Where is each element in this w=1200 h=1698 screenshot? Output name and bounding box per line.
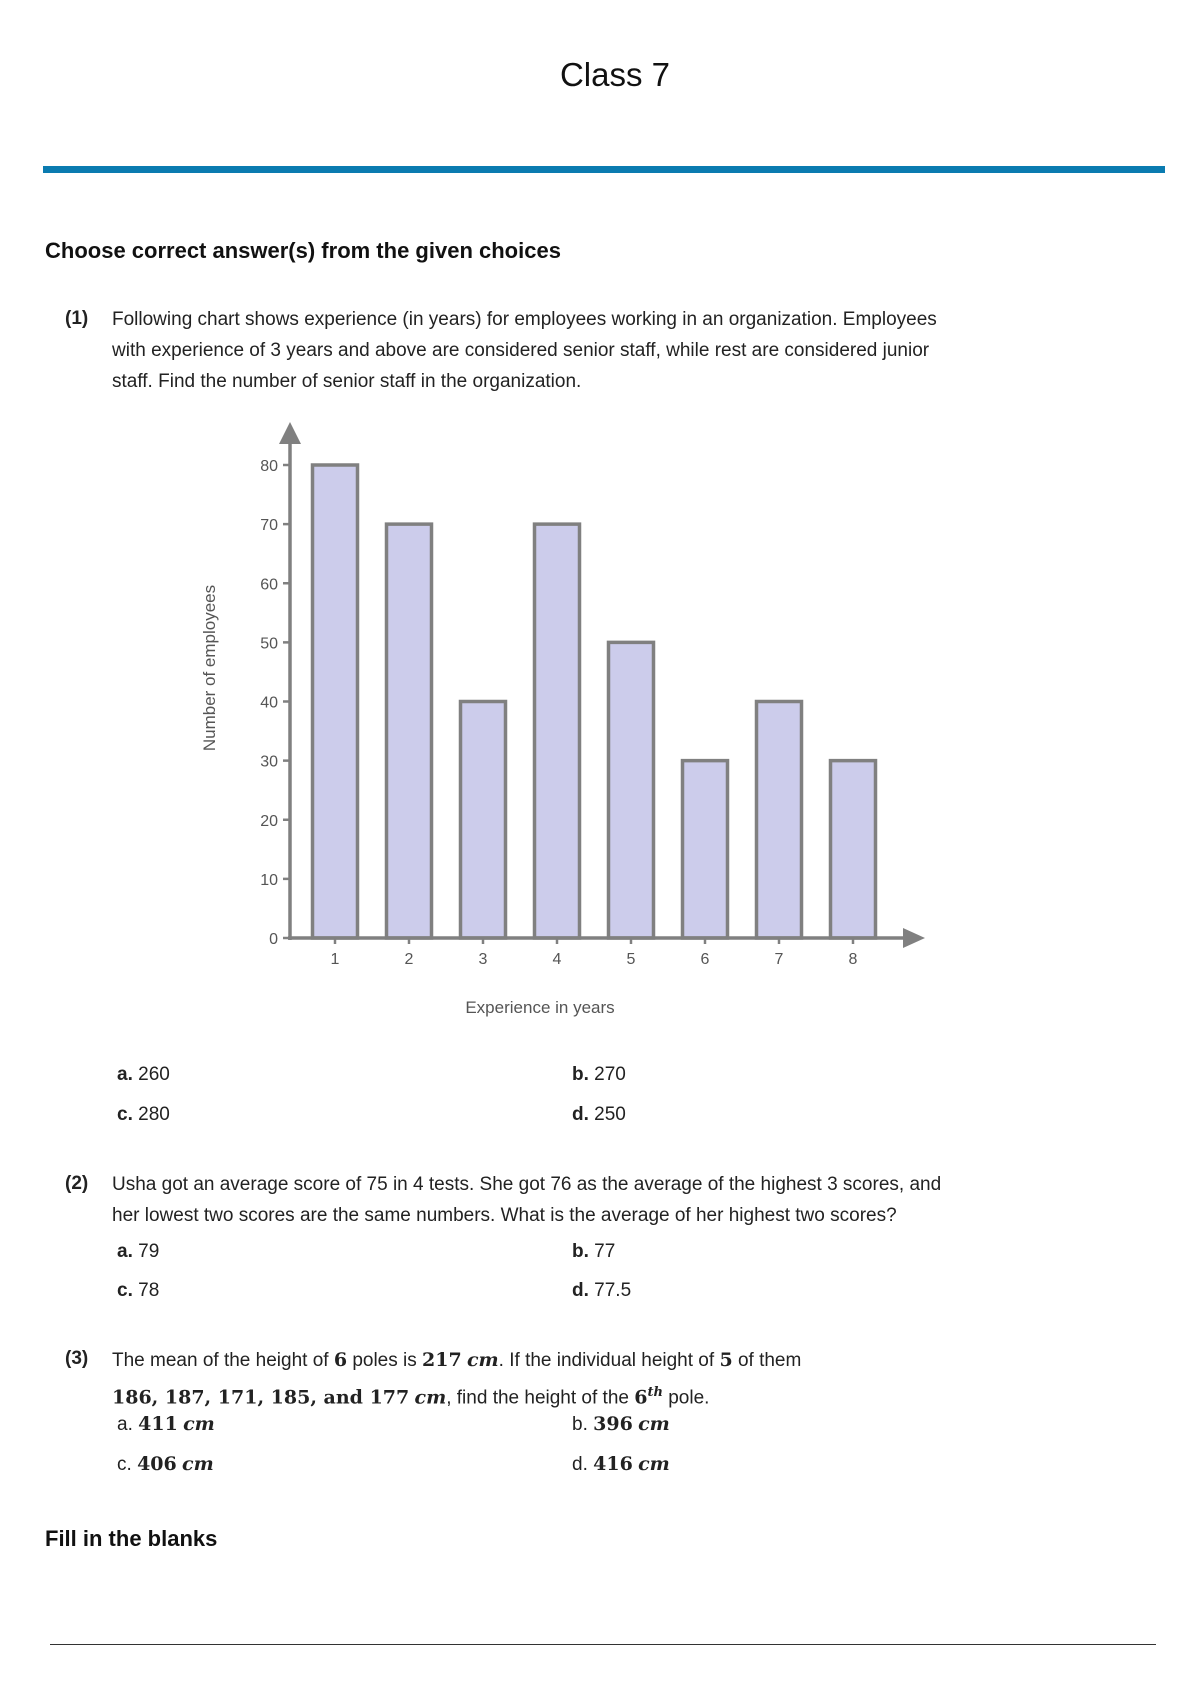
choice-2d[interactable]: d. 77.5 bbox=[572, 1280, 632, 1301]
chart-y-tick-label: 80 bbox=[260, 458, 278, 475]
chart-y-tick-label: 70 bbox=[260, 517, 278, 535]
chart-bar bbox=[461, 702, 506, 939]
choice-3a[interactable]: a. 411 cm bbox=[117, 1413, 215, 1435]
chart-y-tick-label: 10 bbox=[260, 871, 278, 889]
chart-bar bbox=[609, 642, 654, 938]
question-1-line: staff. Find the number of senior staff in the organization. bbox=[112, 371, 582, 392]
question-2-number: (2) bbox=[65, 1173, 89, 1194]
chart-x-tick-label: 5 bbox=[626, 951, 636, 968]
chart-y-tick-label: 20 bbox=[260, 812, 278, 830]
question-2-text bbox=[112, 1169, 1032, 1231]
choice-2c[interactable]: c. 78 bbox=[117, 1280, 160, 1301]
chart-y-tick-label: 0 bbox=[269, 931, 278, 948]
chart-x-axis-label: Experience in years bbox=[465, 998, 615, 1017]
choice-3b[interactable]: b. 396 cm bbox=[572, 1413, 670, 1435]
footer-divider bbox=[50, 1644, 1156, 1645]
experience-bar-chart bbox=[0, 400, 1200, 1040]
chart-x-tick-label: 8 bbox=[848, 951, 858, 968]
question-3-line-2: 186, 187, 171, 185, and 177 cm, find the height of the 6th pole. bbox=[112, 1385, 710, 1409]
mcq-section-heading: Choose correct answer(s) from the given choices bbox=[45, 238, 561, 263]
page-title: Class 7 bbox=[559, 56, 671, 93]
choice-2b[interactable]: b. 77 bbox=[572, 1241, 616, 1262]
choice-3c[interactable]: c. 406 cm bbox=[117, 1453, 214, 1475]
chart-y-axis-arrow bbox=[279, 422, 301, 444]
chart-y-axis-label: Number of employees bbox=[200, 584, 219, 752]
choice-1a[interactable]: a. 260 bbox=[117, 1064, 170, 1085]
chart-bar bbox=[387, 524, 432, 938]
chart-x-tick-label: 4 bbox=[552, 951, 562, 968]
question-2-line: Usha got an average score of 75 in 4 tests. She got 76 as the average of the highest 3 scores, and bbox=[112, 1174, 942, 1195]
question-1-line: Following chart shows experience (in years) for employees working in an organization. Employees bbox=[112, 309, 937, 330]
chart-x-tick-label: 1 bbox=[330, 951, 340, 968]
question-1-number: (1) bbox=[65, 308, 89, 329]
chart-bar bbox=[683, 761, 728, 938]
choice-3d[interactable]: d. 416 cm bbox=[572, 1453, 670, 1475]
chart-x-tick-label: 6 bbox=[700, 951, 710, 968]
chart-bar bbox=[757, 702, 802, 939]
fill-blanks-section-heading: Fill in the blanks bbox=[45, 1526, 218, 1551]
question-1-text bbox=[112, 304, 1032, 397]
chart-bar bbox=[535, 524, 580, 938]
chart-x-tick-label: 2 bbox=[404, 951, 414, 968]
question-2-line: her lowest two scores are the same numbers. What is the average of her highest two scores? bbox=[112, 1205, 897, 1226]
chart-bar bbox=[313, 465, 358, 938]
header-divider bbox=[43, 166, 1165, 173]
chart-x-tick-label: 3 bbox=[478, 951, 488, 968]
choice-1c[interactable]: c. 280 bbox=[117, 1104, 170, 1125]
chart-y-tick-label: 40 bbox=[260, 694, 278, 712]
choice-2a[interactable]: a. 79 bbox=[117, 1241, 160, 1262]
chart-x-axis-arrow bbox=[903, 928, 925, 948]
chart-y-tick-label: 60 bbox=[260, 576, 278, 594]
question-1-line: with experience of 3 years and above are considered senior staff, while rest are considered junior bbox=[112, 340, 930, 361]
chart-y-tick-label: 30 bbox=[260, 753, 278, 771]
choice-1d[interactable]: d. 250 bbox=[572, 1104, 626, 1125]
chart-x-tick-label: 7 bbox=[774, 951, 784, 968]
chart-bar bbox=[831, 761, 876, 938]
choice-1b[interactable]: b. 270 bbox=[572, 1064, 626, 1085]
chart-y-tick-label: 50 bbox=[260, 635, 278, 653]
question-3-number: (3) bbox=[65, 1348, 89, 1369]
question-3-line-1: The mean of the height of 6 poles is 217 cm. If the individual height of 5 of them bbox=[112, 1349, 802, 1371]
question-3-text bbox=[112, 1344, 1032, 1414]
